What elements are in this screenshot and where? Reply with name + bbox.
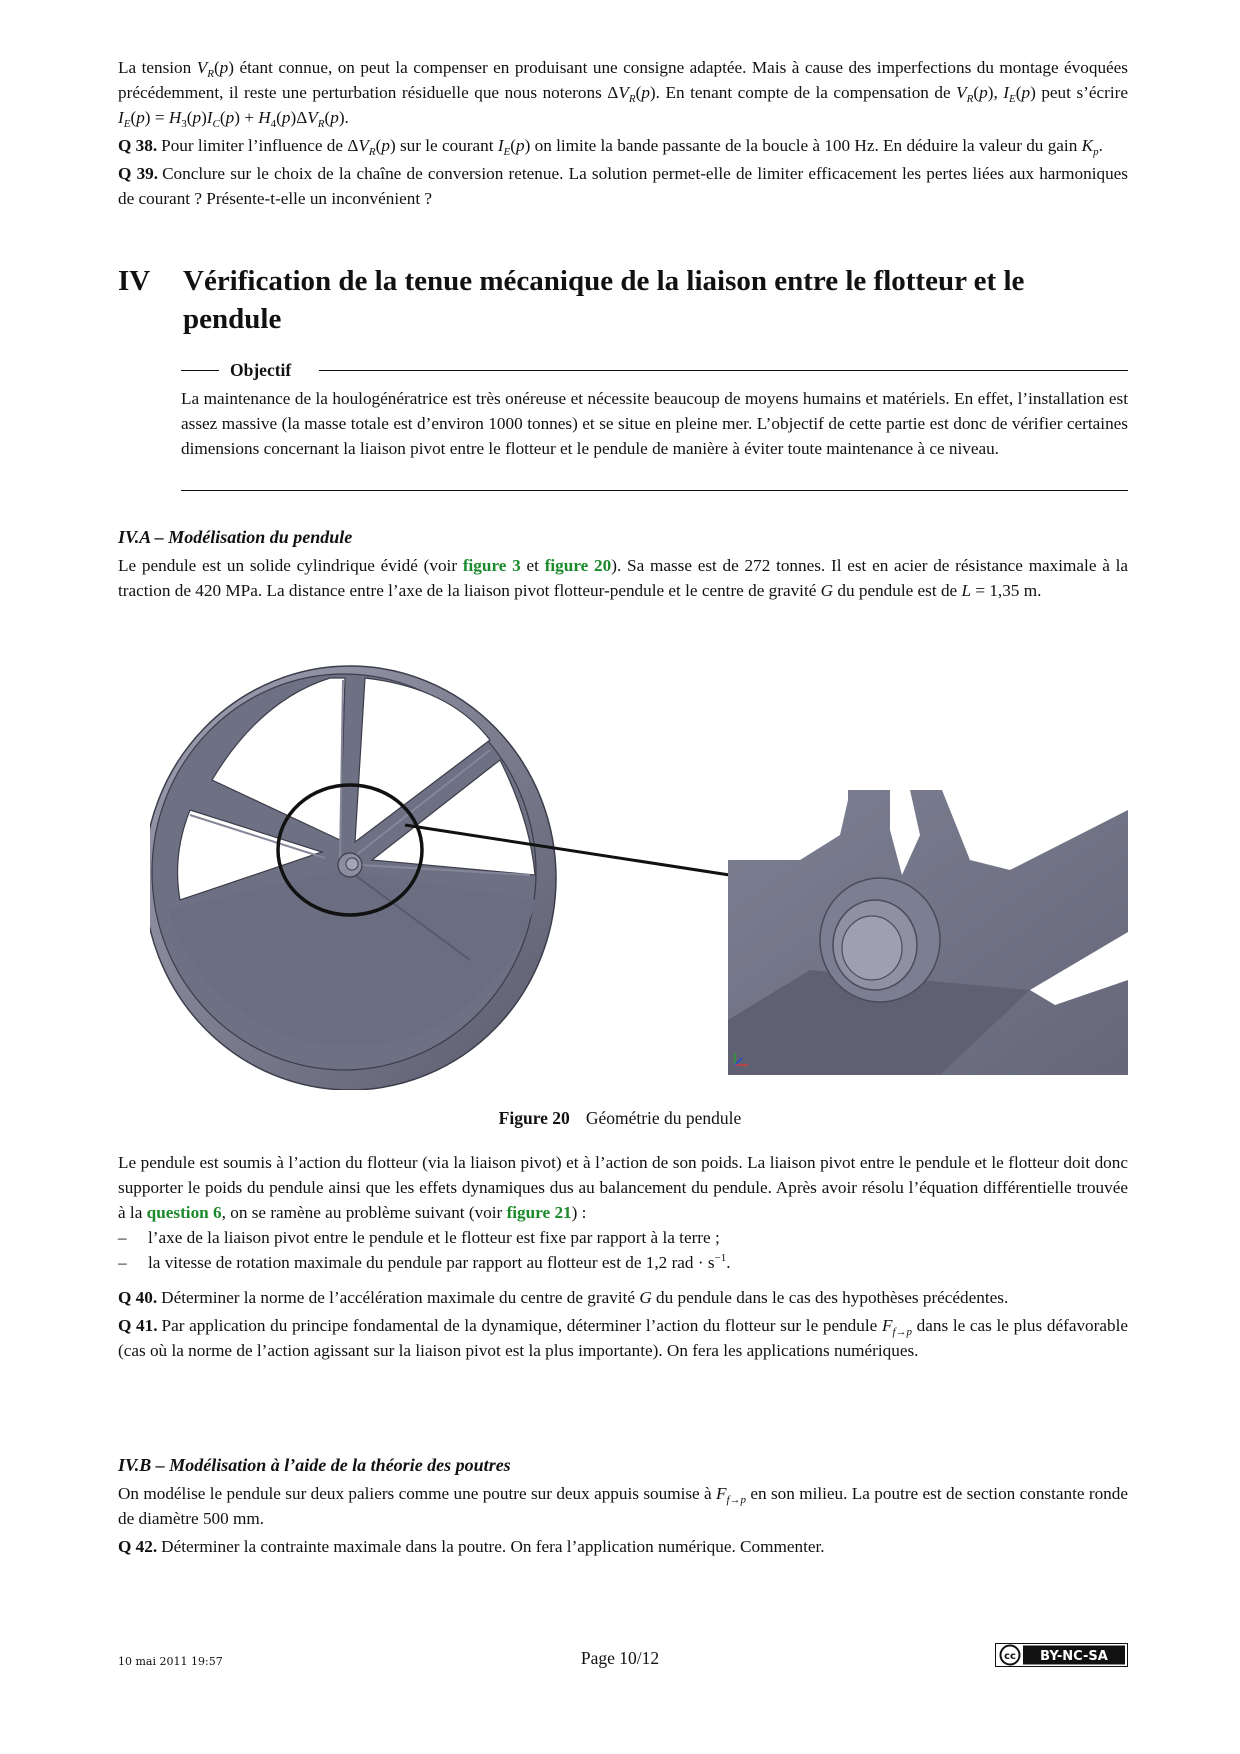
hypothesis-item-1: – l’axe de la liaison pivot entre le pendule et le flotteur est fixe par rapport à la terre ; [118,1225,1128,1250]
section-heading [118,262,1128,338]
iva-paragraph: Le pendule est un solide cylindrique évidé (voir figure 3 et figure 20). Sa masse est de 272 tonnes. Il est en acier de résistance maximale à la traction de 420 MPa. La distance entre l’axe de la liaison pivot flotteur-pendule et le centre de gravité G du pendule est de L = 1,35 m. [118,556,1128,600]
objective-label: Objectif [230,360,292,380]
ivb-block [118,1481,1128,1559]
intro-block [118,55,1128,211]
figure-20-label: Figure 20 [498,1108,570,1128]
question-42: Q 42. Déterminer la contrainte maximale dans la poutre. On fera l’application numérique. Commenter. [118,1537,825,1556]
zoom-detail [728,790,1128,1075]
objective-rule-right [319,370,1128,371]
after-figure-block [118,1150,1128,1363]
question-42-label: Q 42. [118,1537,158,1556]
question-40-label: Q 40. [118,1288,158,1307]
after-figure-paragraph: Le pendule est soumis à l’action du flotteur (via la liaison pivot) et à l’action de son poids. La liaison pivot entre le pendule et le flotteur doit donc supporter le poids du pendule ainsi que les effets dynamiques dus au balancement du pendule. Après avoir résolu l’équation différentielle trouvée à la question 6, on se ramène au problème suivant (voir figure 21) : [118,1153,1128,1222]
footer-date: 10 mai 2011 19:57 [118,1655,223,1668]
cc-license-badge[interactable] [995,1643,1128,1667]
question-39: Q 39. Conclure sur le choix de la chaîne de conversion retenue. La solution permet-elle de limiter efficacement les pertes liées aux harmoniques de courant ? Présente-t-elle un inconvénient ? [118,164,1128,208]
objective-header [181,358,1128,382]
cc-license-text: BY-NC-SA [1040,1649,1108,1664]
section-number: IV [118,265,151,297]
link-question-6[interactable]: question 6 [146,1203,222,1222]
hypotheses-list [118,1225,1128,1275]
cc-logo-text: cc [1004,1651,1016,1662]
objective-rule-left [181,370,219,371]
question-38: Q 38. Pour limiter l’influence de $\Delta V_R(p)$ sur le courant $I_E(p)$ on limite la bande passante de la boucle à 100 Hz. En déduire la valeur du gain $K_p$. [118,136,1103,158]
hypothesis-item-2: – la vitesse de rotation maximale du pendule par rapport au flotteur est de 1,2 rad · $s^{-1}$. [118,1250,1128,1275]
intro-paragraph: La tension $V_R(p)$ étant connue, on peut la compenser en produisant une consigne adaptée. Mais à cause des imperfections du montage évoquées précédemment, il reste une perturbation résiduelle que nous noterons $\Delta V_R(p)$. En tenant compte de la compensation de $V_R(p)$, $I_E(p)$ peut s’écrire $I_E(p) = H_3(p)I_C(p) + H_4(p)\Delta V_R(p)$. [118,58,1128,130]
section-title: Vérification de la tenue mécanique de la liaison entre le flotteur et le pendule [183,265,1025,335]
link-figure-3[interactable]: figure 3 [462,556,521,575]
link-figure-20[interactable]: figure 20 [544,556,612,575]
ivb-paragraph: On modélise le pendule sur deux paliers comme une poutre sur deux appuis soumise à $F_{f\to p}$ en son milieu. La poutre est de section constante ronde de diamètre 500 mm. [118,1484,1128,1528]
link-figure-21[interactable]: figure 21 [506,1203,572,1222]
figure-20-caption [0,1108,1240,1129]
question-41-label: Q 41. [118,1316,158,1335]
question-40: Q 40. Déterminer la norme de l’accélération maximale du centre de gravité G du pendule dans le cas des hypothèses précédentes. [118,1288,1009,1307]
objective-box [181,358,1128,491]
question-39-label: Q 39. [118,164,159,183]
pendulum-wheel [150,666,556,1090]
subsection-heading-ivb: IV.B – Modélisation à l’aide de la théorie des poutres [118,1455,511,1475]
subsection-heading-iva: IV.A – Modélisation du pendule [118,527,353,547]
footer-page-number: Page 10/12 [580,1648,660,1668]
question-41: Q 41. Par application du principe fondamental de la dynamique, déterminer l’action du flotteur sur le pendule $F_{f\to p}$ dans le cas le plus défavorable (cas où la norme de l’action agissant sur la liaison pivot est la plus importante). On fera les applications numériques. [118,1316,1128,1360]
question-38-label: Q 38. [118,136,158,155]
objective-text: La maintenance de la houlogénératrice est très onéreuse et nécessite beaucoup de moyens humains et matériels. En effet, l’installation est assez massive (la masse totale est d’environ 1000 tonnes) et se situe en pleine mer. L’objectif de cette partie est donc de vérifier certaines dimensions concernant la liaison pivot entre le flotteur et le pendule de manière à éviter toute maintenance à ce niveau. [181,389,1128,458]
figure-20-title: Géométrie du pendule [585,1108,742,1128]
figure-20-drawing [150,660,1130,1090]
